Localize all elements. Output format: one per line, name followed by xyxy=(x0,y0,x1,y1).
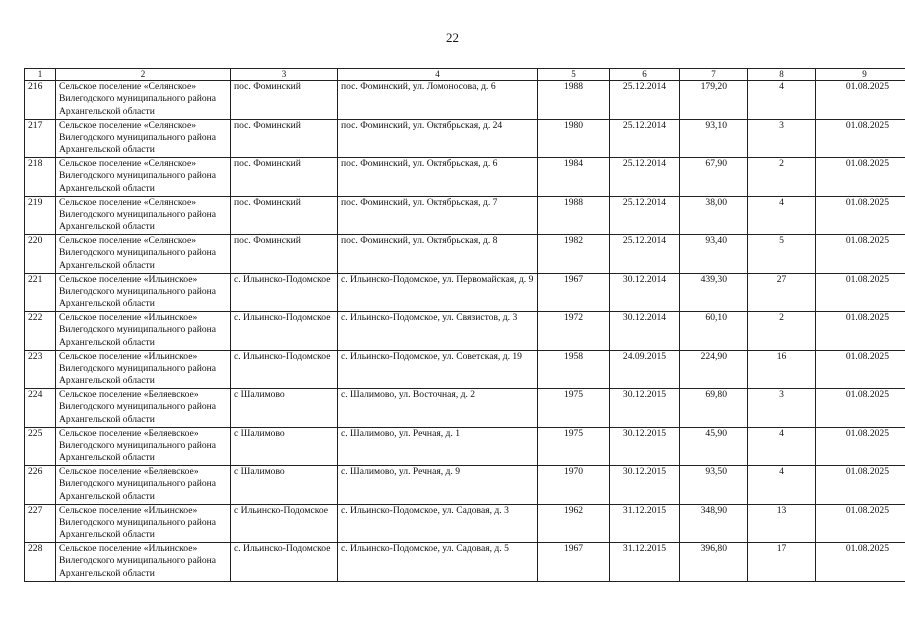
recognition-date: 24.09.2015 xyxy=(610,350,680,389)
row-number: 216 xyxy=(25,81,56,120)
row-number: 221 xyxy=(25,273,56,312)
table-row xyxy=(25,543,905,582)
locality-name: с Шалимово xyxy=(231,427,338,466)
table-row xyxy=(25,273,905,312)
locality-name: пос. Фоминский xyxy=(231,81,338,120)
settlement-name: Сельское поселение «Беляевское» Вилегодского муниципального района Архангельской области xyxy=(56,466,231,505)
table-row xyxy=(25,389,905,428)
table-row xyxy=(25,196,905,235)
build-year: 1988 xyxy=(538,81,610,120)
locality-name: с. Ильинско-Подомское xyxy=(231,312,338,351)
resident-count: 16 xyxy=(748,350,816,389)
table-row xyxy=(25,81,905,120)
locality-name: с Шалимово xyxy=(231,389,338,428)
house-address: с. Ильинско-Подомское, ул. Первомайская, д. 9 xyxy=(338,273,538,312)
page-number: 22 xyxy=(446,30,459,45)
locality-name: пос. Фоминский xyxy=(231,235,338,274)
table-row xyxy=(25,119,905,158)
house-address: с. Ильинско-Подомское, ул. Садовая, д. 3 xyxy=(338,504,538,543)
settlement-name: Сельское поселение «Селянское» Вилегодского муниципального района Архангельской области xyxy=(56,119,231,158)
table-row xyxy=(25,350,905,389)
floor-area: 179,20 xyxy=(680,81,748,120)
column-number-row xyxy=(25,69,905,81)
locality-name: с. Ильинско-Подомское xyxy=(231,350,338,389)
planned-date: 01.08.2025 xyxy=(816,81,905,120)
column-number: 8 xyxy=(748,69,816,81)
resident-count: 5 xyxy=(748,235,816,274)
recognition-date: 25.12.2014 xyxy=(610,196,680,235)
house-address: с. Шалимово, ул. Восточная, д. 2 xyxy=(338,389,538,428)
build-year: 1967 xyxy=(538,273,610,312)
row-number: 223 xyxy=(25,350,56,389)
recognition-date: 30.12.2014 xyxy=(610,273,680,312)
locality-name: пос. Фоминский xyxy=(231,158,338,197)
floor-area: 224,90 xyxy=(680,350,748,389)
row-number: 217 xyxy=(25,119,56,158)
table-row xyxy=(25,427,905,466)
build-year: 1982 xyxy=(538,235,610,274)
floor-area: 38,00 xyxy=(680,196,748,235)
recognition-date: 25.12.2014 xyxy=(610,158,680,197)
column-number: 9 xyxy=(816,69,905,81)
column-number: 7 xyxy=(680,69,748,81)
planned-date: 01.08.2025 xyxy=(816,504,905,543)
recognition-date: 31.12.2015 xyxy=(610,543,680,582)
floor-area: 93,40 xyxy=(680,235,748,274)
floor-area: 60,10 xyxy=(680,312,748,351)
floor-area: 396,80 xyxy=(680,543,748,582)
planned-date: 01.08.2025 xyxy=(816,350,905,389)
table-row xyxy=(25,235,905,274)
settlement-name: Сельское поселение «Беляевское» Вилегодского муниципального района Архангельской области xyxy=(56,389,231,428)
row-number: 224 xyxy=(25,389,56,428)
settlement-name: Сельское поселение «Селянское» Вилегодского муниципального района Архангельской области xyxy=(56,81,231,120)
table-row xyxy=(25,466,905,505)
row-number: 219 xyxy=(25,196,56,235)
floor-area: 348,90 xyxy=(680,504,748,543)
house-address: пос. Фоминский, ул. Октябрьская, д. 7 xyxy=(338,196,538,235)
locality-name: с. Ильинско-Подомское xyxy=(231,273,338,312)
recognition-date: 25.12.2014 xyxy=(610,119,680,158)
planned-date: 01.08.2025 xyxy=(816,543,905,582)
row-number: 228 xyxy=(25,543,56,582)
build-year: 1958 xyxy=(538,350,610,389)
column-number: 3 xyxy=(231,69,338,81)
build-year: 1980 xyxy=(538,119,610,158)
settlement-name: Сельское поселение «Ильинское» Вилегодского муниципального района Архангельской области xyxy=(56,504,231,543)
planned-date: 01.08.2025 xyxy=(816,427,905,466)
planned-date: 01.08.2025 xyxy=(816,273,905,312)
settlement-name: Сельское поселение «Селянское» Вилегодского муниципального района Архангельской области xyxy=(56,196,231,235)
table-row xyxy=(25,158,905,197)
recognition-date: 30.12.2015 xyxy=(610,427,680,466)
resident-count: 2 xyxy=(748,158,816,197)
floor-area: 93,10 xyxy=(680,119,748,158)
build-year: 1967 xyxy=(538,543,610,582)
resident-count: 4 xyxy=(748,466,816,505)
recognition-date: 25.12.2014 xyxy=(610,81,680,120)
settlement-name: Сельское поселение «Ильинское» Вилегодского муниципального района Архангельской области xyxy=(56,350,231,389)
locality-name: с. Ильинско-Подомское xyxy=(231,543,338,582)
planned-date: 01.08.2025 xyxy=(816,196,905,235)
resident-count: 4 xyxy=(748,196,816,235)
house-address: с. Ильинско-Подомское, ул. Связистов, д. 3 xyxy=(338,312,538,351)
locality-name: с Шалимово xyxy=(231,466,338,505)
settlement-name: Сельское поселение «Ильинское» Вилегодского муниципального района Архангельской области xyxy=(56,312,231,351)
column-number: 6 xyxy=(610,69,680,81)
resident-count: 13 xyxy=(748,504,816,543)
build-year: 1984 xyxy=(538,158,610,197)
table-row xyxy=(25,504,905,543)
resident-count: 17 xyxy=(748,543,816,582)
recognition-date: 30.12.2015 xyxy=(610,466,680,505)
column-number: 4 xyxy=(338,69,538,81)
planned-date: 01.08.2025 xyxy=(816,235,905,274)
planned-date: 01.08.2025 xyxy=(816,312,905,351)
house-address: пос. Фоминский, ул. Ломоносова, д. 6 xyxy=(338,81,538,120)
column-number: 1 xyxy=(25,69,56,81)
resident-count: 3 xyxy=(748,119,816,158)
settlement-name: Сельское поселение «Селянское» Вилегодского муниципального района Архангельской области xyxy=(56,235,231,274)
row-number: 218 xyxy=(25,158,56,197)
planned-date: 01.08.2025 xyxy=(816,119,905,158)
row-number: 220 xyxy=(25,235,56,274)
resident-count: 3 xyxy=(748,389,816,428)
build-year: 1975 xyxy=(538,427,610,466)
recognition-date: 25.12.2014 xyxy=(610,235,680,274)
resident-count: 4 xyxy=(748,427,816,466)
housing-register-table xyxy=(24,68,905,582)
build-year: 1970 xyxy=(538,466,610,505)
planned-date: 01.08.2025 xyxy=(816,466,905,505)
recognition-date: 30.12.2015 xyxy=(610,389,680,428)
house-address: пос. Фоминский, ул. Октябрьская, д. 6 xyxy=(338,158,538,197)
column-number: 2 xyxy=(56,69,231,81)
floor-area: 439,30 xyxy=(680,273,748,312)
house-address: с. Шалимово, ул. Речная, д. 1 xyxy=(338,427,538,466)
settlement-name: Сельское поселение «Беляевское» Вилегодского муниципального района Архангельской области xyxy=(56,427,231,466)
resident-count: 2 xyxy=(748,312,816,351)
floor-area: 67,90 xyxy=(680,158,748,197)
floor-area: 45,90 xyxy=(680,427,748,466)
column-number: 5 xyxy=(538,69,610,81)
floor-area: 93,50 xyxy=(680,466,748,505)
build-year: 1975 xyxy=(538,389,610,428)
house-address: с. Ильинско-Подомское, ул. Советская, д. 19 xyxy=(338,350,538,389)
locality-name: пос. Фоминский xyxy=(231,196,338,235)
recognition-date: 30.12.2014 xyxy=(610,312,680,351)
resident-count: 27 xyxy=(748,273,816,312)
table-row xyxy=(25,312,905,351)
recognition-date: 31.12.2015 xyxy=(610,504,680,543)
locality-name: с Ильинско-Подомское xyxy=(231,504,338,543)
settlement-name: Сельское поселение «Ильинское» Вилегодского муниципального района Архангельской области xyxy=(56,543,231,582)
row-number: 222 xyxy=(25,312,56,351)
floor-area: 69,80 xyxy=(680,389,748,428)
row-number: 227 xyxy=(25,504,56,543)
build-year: 1972 xyxy=(538,312,610,351)
row-number: 226 xyxy=(25,466,56,505)
row-number: 225 xyxy=(25,427,56,466)
house-address: с. Ильинско-Подомское, ул. Садовая, д. 5 xyxy=(338,543,538,582)
settlement-name: Сельское поселение «Селянское» Вилегодского муниципального района Архангельской области xyxy=(56,158,231,197)
build-year: 1988 xyxy=(538,196,610,235)
house-address: с. Шалимово, ул. Речная, д. 9 xyxy=(338,466,538,505)
planned-date: 01.08.2025 xyxy=(816,158,905,197)
settlement-name: Сельское поселение «Ильинское» Вилегодского муниципального района Архангельской области xyxy=(56,273,231,312)
resident-count: 4 xyxy=(748,81,816,120)
locality-name: пос. Фоминский xyxy=(231,119,338,158)
house-address: пос. Фоминский, ул. Октябрьская, д. 8 xyxy=(338,235,538,274)
house-address: пос. Фоминский, ул. Октябрьская, д. 24 xyxy=(338,119,538,158)
build-year: 1962 xyxy=(538,504,610,543)
planned-date: 01.08.2025 xyxy=(816,389,905,428)
